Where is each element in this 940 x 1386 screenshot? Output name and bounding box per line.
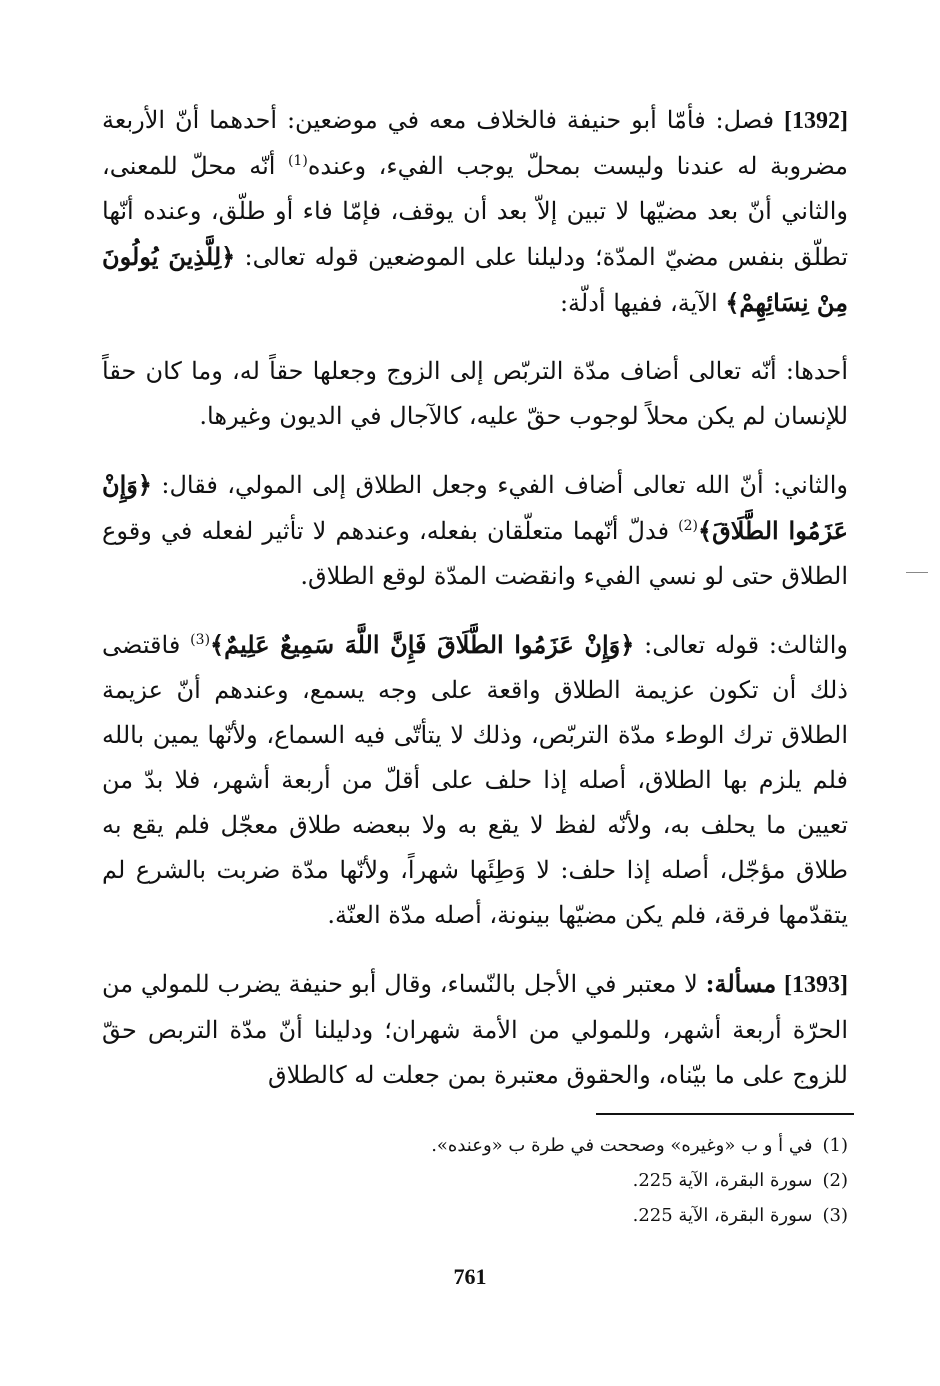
paragraph-third-proof	[102, 622, 848, 938]
paragraph-text: لا معتبر في الأجل بالنّساء، وقال أبو حنيفة يضرب للمولي من الحرّة أربعة أشهر، وللمولي من الأمة شهران؛ ودليلنا أنّ مدّة التربص حقّ للزوج على ما بيّناه، والحقوق معتبرة بمن جعلت له كالطلاق	[102, 970, 848, 1089]
main-text	[102, 98, 848, 1121]
footnote-text: سورة البقرة، الآية 225.	[632, 1205, 813, 1226]
paragraph-text-end: فدلّ أنّهما متعلّقان بفعله، وعندهم لا تأثير لفعله في وقوع الطلاق حتى لو نسي الفيء وانقضت المدّة لوقع الطلاق.	[102, 517, 848, 590]
footnote-2	[300, 1163, 848, 1198]
section-number: [1392]	[784, 108, 848, 134]
paragraph-first-proof	[102, 349, 848, 439]
footnote-divider	[596, 1113, 854, 1115]
issue-label: مسألة:	[705, 969, 777, 998]
paragraph-second-proof	[102, 462, 848, 599]
quran-verse: ﴿وَإِنْ عَزَمُوا الطَّلَاقَ فَإِنَّ اللَّهَ سَمِيعٌ عَلِيمٌ﴾	[210, 630, 635, 659]
paragraph-text-end: الآية، ففيها أدلّة:	[559, 289, 726, 317]
paragraph-text-end: فاقتضى ذلك أن تكون عزيمة الطلاق واقعة على وجه يسمع، وعندهم أنّ عزيمة الطلاق ترك الوطء مدّة التربّص، وذلك لا يتأتّى فيه السماع، ولأنّها يمين بالله فلم يلزم بها الطلاق، أصله إذا حلف على أقلّ من أربعة أشهر، فلا بدّ من تعيين ما يحلف به، ولأنّه لفظ لا يقع به ولا ببعضه طلاق معجّل فلم يقع به طلاق مؤجّل، أصله إذا حلف: لا وَطِئَها شهراً، ولأنّها مدّة ضربت بالشرع لم يتقدّمها فرقة، فلم يكن مضيّها بينونة، أصله مدّة العنّة.	[102, 631, 848, 929]
footnote-number: (2)	[822, 1170, 848, 1191]
footnote-1	[300, 1128, 848, 1163]
page-number: 761	[453, 1264, 487, 1289]
section-number: [1393]	[783, 972, 848, 998]
footnote-text: سورة البقرة، الآية 225.	[632, 1170, 813, 1191]
footnote-ref-2: (2)	[678, 518, 699, 534]
paragraph-1392	[102, 98, 848, 326]
footnote-number: (3)	[822, 1205, 848, 1226]
footnotes	[300, 1128, 848, 1233]
paragraph-text: والثاني: أنّ الله تعالى أضاف الفيء وجعل الطلاق إلى المولي، فقال:	[151, 471, 848, 499]
footnote-ref-1: (1)	[287, 153, 308, 169]
quran-verse: ﴿لِلَّذِينَ يُولُونَ مِنْ نِسَائِهِمْ﴾	[102, 242, 848, 317]
quran-verse: ﴿وَإِنْ عَزَمُوا الطَّلَاقَ﴾	[102, 470, 849, 545]
paragraph-text: أحدها: أنّه تعالى أضاف مدّة التربّص إلى الزوج وجعلها حقاً له، وما كان حقاً للإنسان لم يكن محلاً لوجوب حقّ عليه، كالآجال في الديون وغيرها.	[102, 357, 848, 430]
footnote-ref-3: (3)	[190, 632, 211, 648]
footnote-text: في أ و ب «وغيره» وصححت في طرة ب «وعنده».	[431, 1135, 813, 1156]
paragraph-text-continued: أنّه محلّ للمعنى، والثاني أنّ بعد مضيّها لا تبين إلاّ بعد أن يوقف، فإمّا فاء أو طلّق، وعنده أنّها تطلّق بنفس مضيّ المدّة؛ ودليلنا على الموضعين قوله تعالى:	[102, 152, 849, 271]
margin-mark	[906, 572, 928, 573]
footnote-3	[300, 1198, 848, 1233]
paragraph-1393	[102, 961, 848, 1098]
paragraph-text: والثالث: قوله تعالى:	[634, 631, 848, 659]
paragraph-text: فصل: فأمّا أبو حنيفة فالخلاف معه في موضعين: أحدهما أنّ الأربعة مضروبة له عندنا وليست بمحلّ يوجب الفيء، وعنده	[102, 106, 849, 180]
footnote-number: (1)	[822, 1135, 848, 1156]
